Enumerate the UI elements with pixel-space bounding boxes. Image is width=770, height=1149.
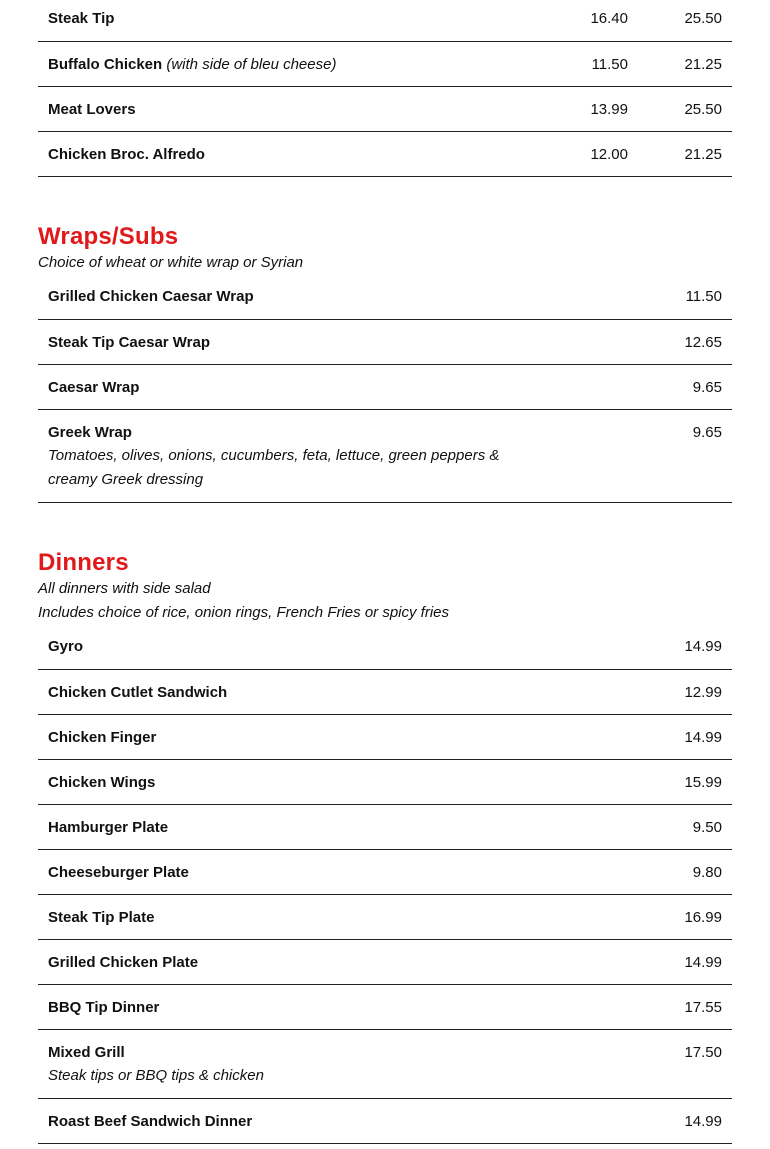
section-subtitle-wraps: Choice of wheat or white wrap or Syrian bbox=[38, 254, 304, 271]
item-name: Grilled Chicken Plate bbox=[48, 954, 199, 971]
item-price: 14.99 bbox=[684, 1113, 722, 1130]
item-name: Chicken Cutlet Sandwich bbox=[48, 684, 228, 701]
item-price-small: 13.99 bbox=[590, 101, 628, 118]
item-price-large: 25.50 bbox=[684, 10, 722, 27]
item-note: (with side of bleu cheese) bbox=[166, 56, 337, 73]
item-name: Steak Tip bbox=[48, 10, 115, 27]
item-price: 9.50 bbox=[692, 819, 722, 836]
item-description-line: Tomatoes, olives, onions, cucumbers, feta, lettuce, green peppers & bbox=[48, 447, 500, 464]
item-description: Steak tips or BBQ tips & chicken bbox=[48, 1067, 264, 1084]
item-description-line: creamy Greek dressing bbox=[48, 471, 204, 488]
item-name: Steak Tip Caesar Wrap bbox=[48, 334, 211, 351]
item-name: Gyro bbox=[48, 638, 84, 655]
item-name bbox=[48, 56, 336, 73]
list-item bbox=[38, 87, 732, 132]
list-item bbox=[38, 715, 732, 760]
section-title-dinners: Dinners bbox=[38, 549, 129, 576]
item-price: 14.99 bbox=[684, 729, 722, 746]
list-item bbox=[38, 760, 732, 805]
list-item bbox=[38, 320, 732, 365]
list-item bbox=[38, 670, 732, 715]
item-name: Greek Wrap bbox=[48, 424, 132, 441]
item-name-text: Buffalo Chicken bbox=[48, 56, 163, 73]
list-item bbox=[38, 940, 732, 985]
item-name: BBQ Tip Dinner bbox=[48, 999, 160, 1016]
item-price-large: 21.25 bbox=[684, 146, 722, 163]
item-price: 9.65 bbox=[692, 424, 722, 441]
wraps-list bbox=[38, 274, 732, 503]
list-item bbox=[38, 132, 732, 177]
item-name: Steak Tip Plate bbox=[48, 909, 155, 926]
item-price: 9.65 bbox=[692, 379, 722, 396]
list-item bbox=[38, 0, 732, 42]
list-item bbox=[38, 985, 732, 1030]
item-price-large: 25.50 bbox=[684, 101, 722, 118]
list-item bbox=[38, 850, 732, 895]
item-price-small: 12.00 bbox=[590, 146, 628, 163]
item-name: Roast Beef Sandwich Dinner bbox=[48, 1113, 253, 1130]
item-price: 17.55 bbox=[684, 999, 722, 1016]
item-name: Mixed Grill bbox=[48, 1044, 125, 1061]
item-price: 14.99 bbox=[684, 954, 722, 971]
list-item bbox=[38, 410, 732, 503]
list-item bbox=[38, 1099, 732, 1144]
item-name: Grilled Chicken Caesar Wrap bbox=[48, 288, 254, 305]
pizza-list bbox=[38, 0, 732, 177]
list-item bbox=[38, 624, 732, 670]
list-item bbox=[38, 274, 732, 320]
list-item bbox=[38, 42, 732, 87]
item-name: Meat Lovers bbox=[48, 101, 136, 118]
item-price: 12.99 bbox=[684, 684, 722, 701]
item-price: 16.99 bbox=[684, 909, 722, 926]
item-name: Chicken Wings bbox=[48, 774, 156, 791]
section-title-wraps: Wraps/Subs bbox=[38, 223, 179, 250]
list-item bbox=[38, 895, 732, 940]
list-item bbox=[38, 805, 732, 850]
item-name: Caesar Wrap bbox=[48, 379, 140, 396]
list-item bbox=[38, 365, 732, 410]
item-price-small: 11.50 bbox=[591, 56, 628, 73]
list-item bbox=[38, 1030, 732, 1099]
item-price-large: 21.25 bbox=[684, 56, 722, 73]
item-description bbox=[48, 444, 548, 492]
item-name: Cheeseburger Plate bbox=[48, 864, 189, 881]
item-name: Chicken Finger bbox=[48, 729, 157, 746]
item-price: 15.99 bbox=[684, 774, 722, 791]
item-price: 14.99 bbox=[684, 638, 722, 655]
section-subtitle-dinners: All dinners with side salad bbox=[38, 580, 211, 597]
item-name: Hamburger Plate bbox=[48, 819, 169, 836]
dinners-list bbox=[38, 624, 732, 1144]
item-price: 17.50 bbox=[684, 1044, 722, 1061]
item-price: 11.50 bbox=[685, 288, 722, 305]
item-price: 12.65 bbox=[684, 334, 722, 351]
item-price: 9.80 bbox=[692, 864, 722, 881]
section-subtitle-dinners-options: Includes choice of rice, onion rings, French Fries or spicy fries bbox=[38, 604, 449, 621]
item-name: Chicken Broc. Alfredo bbox=[48, 146, 205, 163]
item-price-small: 16.40 bbox=[590, 10, 628, 27]
